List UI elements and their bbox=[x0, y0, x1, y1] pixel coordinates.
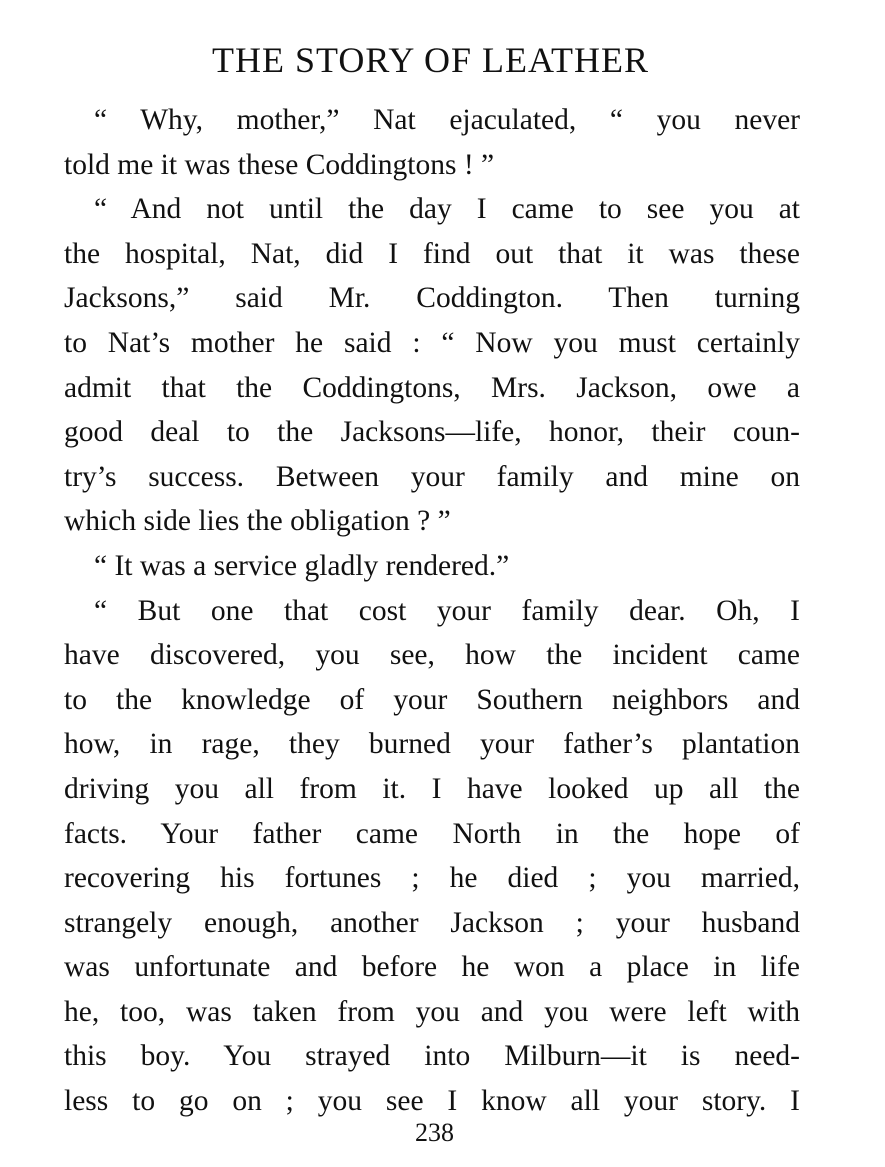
text-line: he, too, was taken from you and you were left with bbox=[64, 995, 800, 1028]
running-title: THE STORY OF LEATHER bbox=[211, 40, 650, 80]
text-line: “ It was a service gladly rendered.” bbox=[94, 549, 510, 582]
text-line: was unfortunate and before he won a place in life bbox=[64, 951, 800, 984]
text-line: try’s success. Between your family and mine on bbox=[64, 460, 800, 493]
text-line: Jacksons,” said Mr. Coddington. Then turning bbox=[64, 282, 800, 315]
text-line: strangely enough, another Jackson ; your husband bbox=[64, 906, 800, 939]
text-line: admit that the Coddingtons, Mrs. Jackson, owe a bbox=[64, 371, 800, 404]
text-line: how, in rage, they burned your father’s plantation bbox=[64, 728, 800, 761]
text-line: recovering his fortunes ; he died ; you married, bbox=[64, 862, 800, 895]
text-line: have discovered, you see, how the incident came bbox=[64, 639, 800, 672]
text-line: told me it was these Coddingtons ! ” bbox=[64, 148, 495, 181]
text-line: to the knowledge of your Southern neighbors and bbox=[64, 683, 800, 716]
text-line: good deal to the Jacksons—life, honor, their coun- bbox=[64, 416, 800, 449]
text-line: facts. Your father came North in the hope of bbox=[64, 817, 800, 850]
page-number: 238 bbox=[415, 1118, 454, 1147]
text-line: this boy. You strayed into Milburn—it is need- bbox=[64, 1040, 800, 1073]
text-line: “ But one that cost your family dear. Oh, I bbox=[94, 594, 800, 627]
text-line: less to go on ; you see I know all your story. I bbox=[64, 1085, 800, 1118]
text-line: the hospital, Nat, did I find out that it was these bbox=[64, 237, 800, 270]
text-line: “ And not until the day I came to see you at bbox=[94, 193, 800, 226]
text-line: to Nat’s mother he said : “ Now you must certainly bbox=[64, 326, 800, 359]
body-text bbox=[64, 98, 800, 1124]
text-line: driving you all from it. I have looked up all the bbox=[64, 772, 800, 805]
text-line: which side lies the obligation ? ” bbox=[64, 505, 451, 538]
text-line: “ Why, mother,” Nat ejaculated, “ you never bbox=[94, 104, 800, 136]
